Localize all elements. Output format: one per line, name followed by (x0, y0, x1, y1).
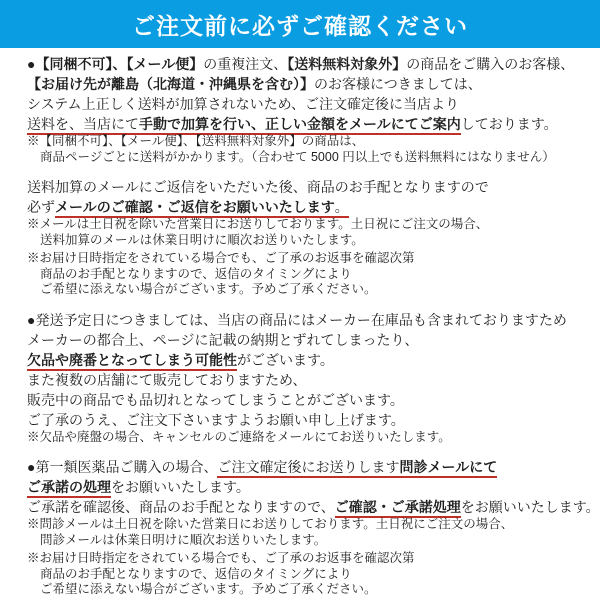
red-underlined-text: 問診メールにて (399, 459, 497, 478)
note-line (27, 217, 598, 233)
text-segment: 販売中の商品でも品切れとなってしまうことがございます。 (27, 391, 404, 408)
note-line (27, 134, 598, 150)
text-segment: ●第一類医薬品ご購入の場合、 (27, 459, 218, 475)
text-segment: システム上正しく送料が加算されないため、ご注文確定後に当店より (27, 96, 460, 112)
text-segment: ご希望に添えない場合がございます。予めご了承ください。 (40, 282, 377, 296)
text-segment: しております。 (460, 116, 558, 132)
text-segment: ※【同梱不可】、【メール便】、【送料無料対象外】の商品は、 (27, 134, 365, 148)
text-segment: の商品をご購入のお客様、 (406, 56, 575, 72)
red-underlined-text: ご注文確定後にお送りします (217, 459, 399, 478)
note-line (27, 517, 598, 533)
text-segment: 送料加算のメールにご返信をいただいた後、商品のお手配となりますので (27, 179, 489, 195)
text-segment: ※欠品や廃盤の場合、キャンセルのご連絡をメールにてお送りいたします。 (27, 429, 451, 444)
text-segment: 問診メールは休業日明けに順次お送りいたします。 (40, 532, 327, 547)
text-line (27, 114, 598, 134)
text-line (27, 370, 598, 390)
text-segment: をお願いいたします。 (111, 479, 250, 495)
text-line (27, 310, 598, 330)
note-line (27, 582, 598, 598)
text-segment: 【送料無料対象外】 (287, 56, 407, 72)
note-line (27, 267, 598, 283)
text-segment: ※メールは土日祝を除いた営業日にお送りしております。土日祝にご注文の場合、 (27, 217, 489, 231)
text-line (27, 497, 598, 517)
text-line (27, 477, 598, 497)
text-segment: ご了承のうえ、ご注文下さいますようお願い申し上げます。 (27, 411, 405, 428)
text-segment: ご希望に添えない場合がございます。予めご了承ください。 (40, 582, 377, 596)
text-line (27, 457, 598, 477)
note-line (27, 150, 598, 166)
text-segment: また複数の店舗にて販売しておりますため、 (27, 371, 307, 388)
note-line (27, 282, 598, 298)
notice-section (27, 54, 598, 165)
text-segment: 商品ページごとに送料がかかります。（合わせて 5000 円以上でも送料無料にはなりません） (40, 149, 555, 164)
text-line (27, 330, 598, 350)
notice-header (0, 0, 600, 48)
note-line (27, 430, 598, 446)
red-underlined-text: 送料を、当店にて (27, 116, 139, 135)
note-line (27, 233, 598, 249)
text-segment: ※お届け日時指定をされている場合でも、ご了承のお返事を確認次第 (27, 551, 415, 565)
text-line (27, 390, 598, 410)
text-segment: 【同梱不可】、【メール便】 (35, 56, 204, 72)
text-line (27, 54, 598, 74)
text-line (27, 350, 598, 370)
text-line (27, 74, 598, 94)
note-line (27, 251, 598, 267)
text-segment: メーカーの都合上、ページに記載の納期とずれてしまったり、 (27, 331, 419, 348)
text-line (27, 177, 598, 197)
red-underlined-text: 欠品や廃番となってしまう可能性 (27, 352, 237, 371)
red-underlined-text: メールのご確認・ご返信をお願いいたします (55, 199, 335, 218)
text-segment: がございます。 (237, 351, 334, 368)
red-underlined-text: ご確認・ご承諾処理 (335, 499, 461, 518)
text-segment: ご承諾を確認後、商品のお手配となりますので、 (27, 499, 335, 515)
page-title: ご注文前に必ずご確認ください (132, 12, 468, 39)
text-segment: 必ず (27, 199, 55, 215)
text-line (27, 197, 598, 217)
text-segment: ● (27, 56, 36, 72)
text-segment: 商品のお手配となりますので、返信のタイミングにより (40, 566, 352, 581)
text-segment: ※お届け日時指定をされている場合でも、ご了承のお返事を確認次第 (27, 251, 415, 265)
notice-section (27, 310, 598, 446)
note-line (27, 533, 598, 549)
red-underlined-text: 。 (335, 199, 349, 218)
text-segment: をお願いいたします。 (460, 499, 600, 515)
red-underlined-text: ご承諾の処理 (27, 479, 111, 498)
text-segment: 【お届け先が離島（北海道・沖縄県を含む）】 (27, 76, 314, 92)
text-segment: のお客様につきましては、 (314, 76, 482, 92)
notice-section (27, 457, 598, 598)
text-segment: 送料加算のメールは休業日明けに順次お送りいたします。 (40, 232, 364, 247)
notice-body (0, 48, 600, 598)
notice-section (27, 177, 598, 298)
text-segment: ●発送予定日につきましては、当店の商品にはメーカー在庫品も含まれておりますため (27, 311, 567, 328)
text-segment: の重複注文、 (203, 56, 288, 72)
text-segment: ※問診メールは土日祝を除いた営業日にお送りしております。土日祝にご注文の場合、 (27, 517, 514, 531)
note-line (27, 567, 598, 583)
note-line (27, 551, 598, 567)
red-underlined-text: 手動で加算を行い、正しい金額をメールにてご案内 (139, 116, 461, 135)
text-line (27, 94, 598, 114)
text-line (27, 410, 598, 430)
text-segment: 商品のお手配となりますので、返信のタイミングにより (40, 266, 352, 281)
